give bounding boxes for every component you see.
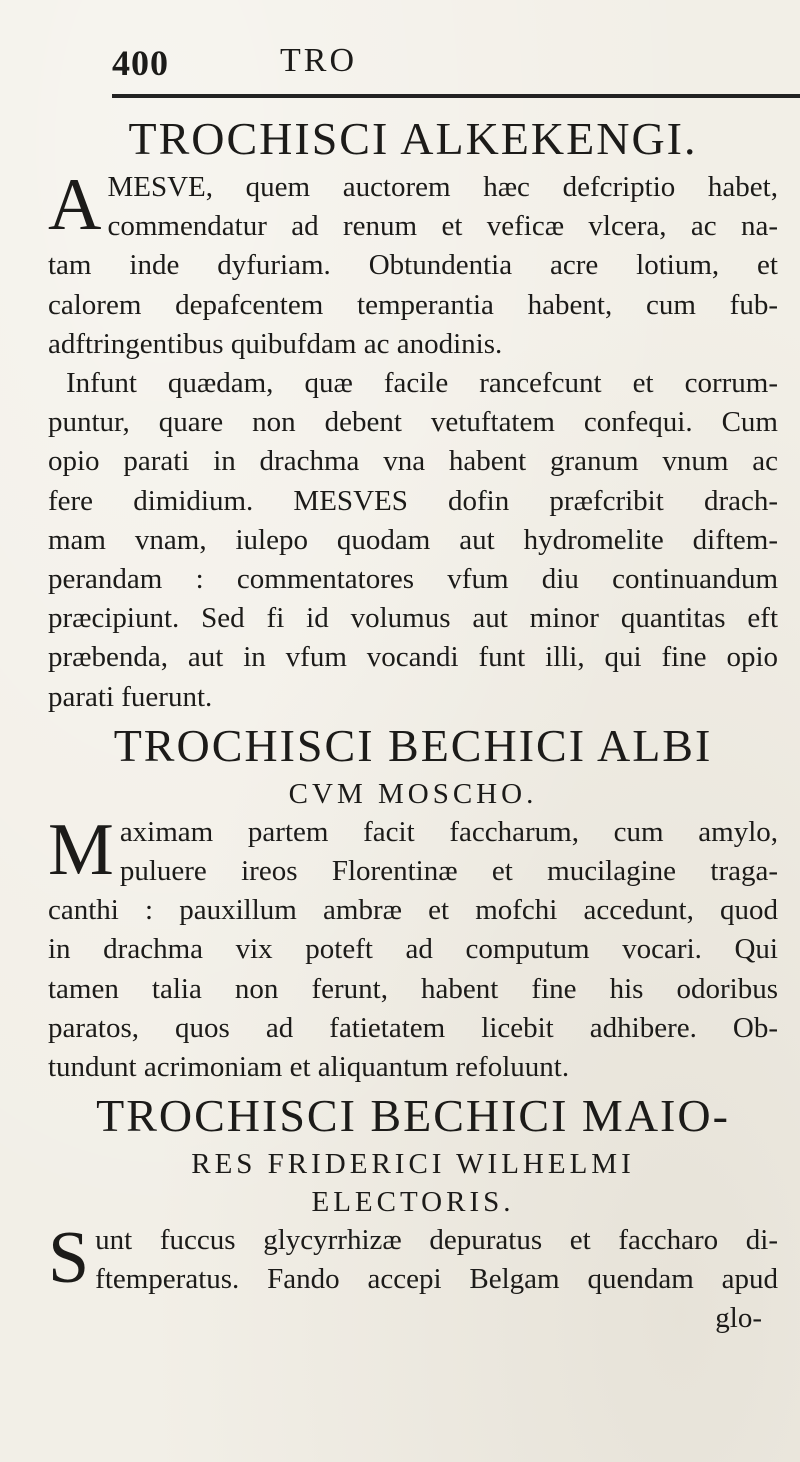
text-line: tam inde dyfuriam. Obtundentia acre lotium, et	[48, 249, 778, 282]
text-line: præcipiunt. Sed fi id volumus aut minor quantitas eft	[48, 602, 778, 635]
text-line: Infunt quædam, quæ facile rancefcunt et corrum-	[66, 367, 778, 400]
running-title: TRO	[280, 42, 357, 79]
text-line: commendatur ad renum et veficæ vlcera, ac na-	[107, 210, 778, 243]
text-line: puntur, quare non debent vetuftatem confequi. Cum	[48, 406, 778, 439]
drop-cap: A	[48, 164, 102, 246]
text-line: fere dimidium. MESVES dofin præfcribit drach-	[48, 484, 778, 517]
text-line: tamen talia non ferunt, habent fine his odoribus	[48, 972, 778, 1005]
text-line: mam vnam, iulepo quodam aut hydromelite diftem-	[48, 523, 778, 556]
text-line: parati fuerunt.	[48, 680, 213, 713]
text-line: MESVE, quem auctorem hæc defcriptio habet,	[107, 171, 778, 203]
section-subheading: CVM MOSCHO.	[288, 777, 538, 810]
text-line: ftemperatus. Fando accepi Belgam quendam apud	[95, 1263, 778, 1296]
drop-cap: S	[48, 1217, 90, 1300]
text-line: præbenda, aut in vfum vocandi funt illi, qui fine opio	[48, 641, 778, 674]
text-line: paratos, quos ad fatietatem licebit adhibere. Ob-	[48, 1011, 778, 1044]
section-bechici-albi	[48, 717, 778, 1087]
text-line: canthi : pauxillum ambræ et mofchi accedunt, quod	[48, 894, 778, 927]
text-line: in drachma vix poteft ad computum vocari. Qui	[48, 933, 778, 966]
section-alkekengi	[48, 110, 778, 717]
drop-cap: M	[48, 808, 114, 891]
section-heading: TROCHISCI BECHICI ALBI	[113, 719, 713, 771]
text-line: perandam : commentatores vfum diu continuandum	[48, 563, 778, 596]
catchword: glo-	[715, 1301, 762, 1334]
page-number: 400	[112, 43, 169, 83]
header-rule	[112, 94, 800, 98]
section-heading: TROCHISCI ALKEKENGI.	[128, 113, 698, 164]
text-line: adftringentibus quibufdam ac anodinis.	[48, 327, 503, 360]
text-line: opio parati in drachma vna habent granum vnum ac	[48, 445, 778, 478]
section-subheading: ELECTORIS.	[311, 1186, 515, 1219]
running-head	[112, 42, 800, 102]
section-heading: TROCHISCI BECHICI MAIO-	[96, 1090, 730, 1142]
text-line: tundunt acrimoniam et aliquantum refoluunt.	[48, 1051, 570, 1084]
body-text	[48, 110, 778, 1336]
text-line: puluere ireos Florentinæ et mucilagine traga-	[119, 855, 778, 888]
text-line: calorem depafcentem temperantia habent, cum fub-	[48, 288, 778, 321]
section-bechici-maiores	[48, 1087, 778, 1335]
section-subheading: RES FRIDERICI WILHELMI	[191, 1148, 635, 1181]
text-line: aximam partem facit faccharum, cum amylo,	[119, 815, 778, 848]
text-line: unt fuccus glycyrrhizæ depuratus et faccharo di-	[95, 1224, 778, 1257]
